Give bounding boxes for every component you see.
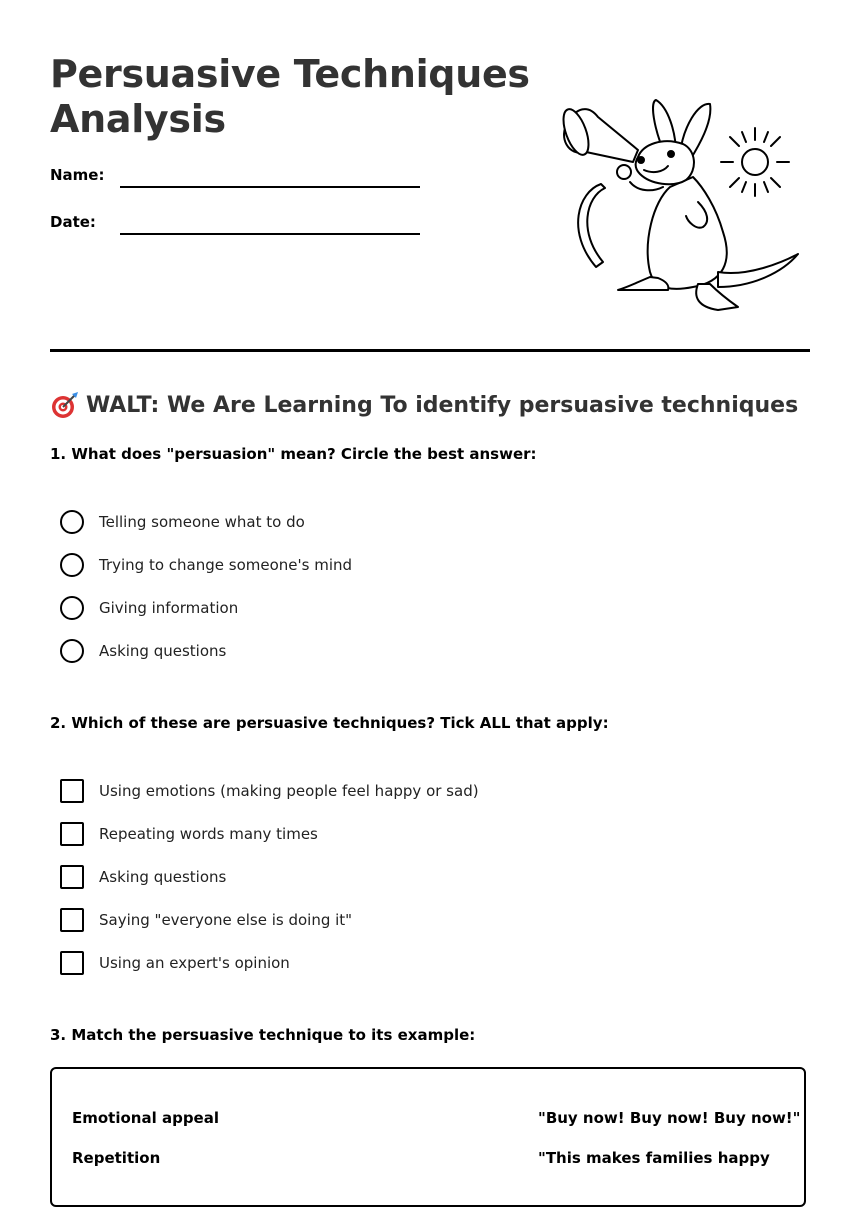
checkbox[interactable] <box>60 865 84 889</box>
section-divider <box>50 349 810 352</box>
checkbox[interactable] <box>60 822 84 846</box>
radio-circle[interactable] <box>60 639 84 663</box>
technique-label[interactable]: Repetition <box>72 1149 161 1167</box>
eye-shape <box>668 151 674 157</box>
tail-stripe-shape <box>578 184 605 267</box>
title-line-1: Persuasive Techniques <box>50 52 530 96</box>
q1-option[interactable] <box>60 543 352 586</box>
radio-circle[interactable] <box>60 553 84 577</box>
foot-right-shape <box>696 284 738 310</box>
date-field[interactable] <box>120 233 420 235</box>
matching-box <box>50 1067 806 1207</box>
nose-shape <box>638 157 644 163</box>
checkbox[interactable] <box>60 951 84 975</box>
option-label: Repeating words many times <box>99 824 318 843</box>
q2-option[interactable] <box>60 941 479 984</box>
checkbox[interactable] <box>60 908 84 932</box>
question-2-options <box>60 769 479 984</box>
title-line-2: Analysis <box>50 97 226 141</box>
kangaroo-head-shape <box>636 141 694 184</box>
q1-option[interactable] <box>60 629 352 672</box>
tail-shape <box>718 254 798 287</box>
radio-circle[interactable] <box>60 596 84 620</box>
option-label: Asking questions <box>99 641 227 660</box>
name-field[interactable] <box>120 186 420 188</box>
option-label: Telling someone what to do <box>99 512 305 531</box>
q1-option[interactable] <box>60 500 352 543</box>
q2-option[interactable] <box>60 898 479 941</box>
sun-icon <box>721 128 789 196</box>
technique-label[interactable]: Emotional appeal <box>72 1109 219 1127</box>
question-1-options <box>60 500 352 672</box>
option-label: Giving information <box>99 598 239 617</box>
sun-rays-shape <box>721 128 789 196</box>
foot-left-shape <box>618 277 668 290</box>
checkbox[interactable] <box>60 779 84 803</box>
date-label: Date: <box>50 213 96 231</box>
target-dart-icon <box>50 390 80 420</box>
walt-heading <box>50 390 798 420</box>
q2-option[interactable] <box>60 855 479 898</box>
walt-text: WALT: We Are Learning To identify persuasive techniques <box>86 392 799 418</box>
q2-option[interactable] <box>60 769 479 812</box>
megaphone-handle-shape <box>617 165 631 179</box>
example-label[interactable]: "Buy now! Buy now! Buy now!" <box>538 1109 801 1127</box>
page-title <box>50 52 530 142</box>
name-label: Name: <box>50 166 105 184</box>
sun-core-shape <box>742 149 768 175</box>
question-3-prompt: 3. Match the persuasive technique to its example: <box>50 1026 476 1044</box>
question-1-prompt: 1. What does "persuasion" mean? Circle the best answer: <box>50 445 537 463</box>
radio-circle[interactable] <box>60 510 84 534</box>
kangaroo-with-megaphone-icon <box>558 92 803 317</box>
example-label[interactable]: "This makes families happy <box>538 1149 770 1167</box>
option-label: Using an expert's opinion <box>99 953 290 972</box>
question-2-prompt: 2. Which of these are persuasive techniques? Tick ALL that apply: <box>50 714 609 732</box>
kangaroo-body-shape <box>648 177 727 289</box>
option-label: Saying "everyone else is doing it" <box>99 910 353 929</box>
option-label: Asking questions <box>99 867 227 886</box>
option-label: Trying to change someone's mind <box>99 555 353 574</box>
q2-option[interactable] <box>60 812 479 855</box>
option-label: Using emotions (making people feel happy or sad) <box>99 781 479 800</box>
q1-option[interactable] <box>60 586 352 629</box>
